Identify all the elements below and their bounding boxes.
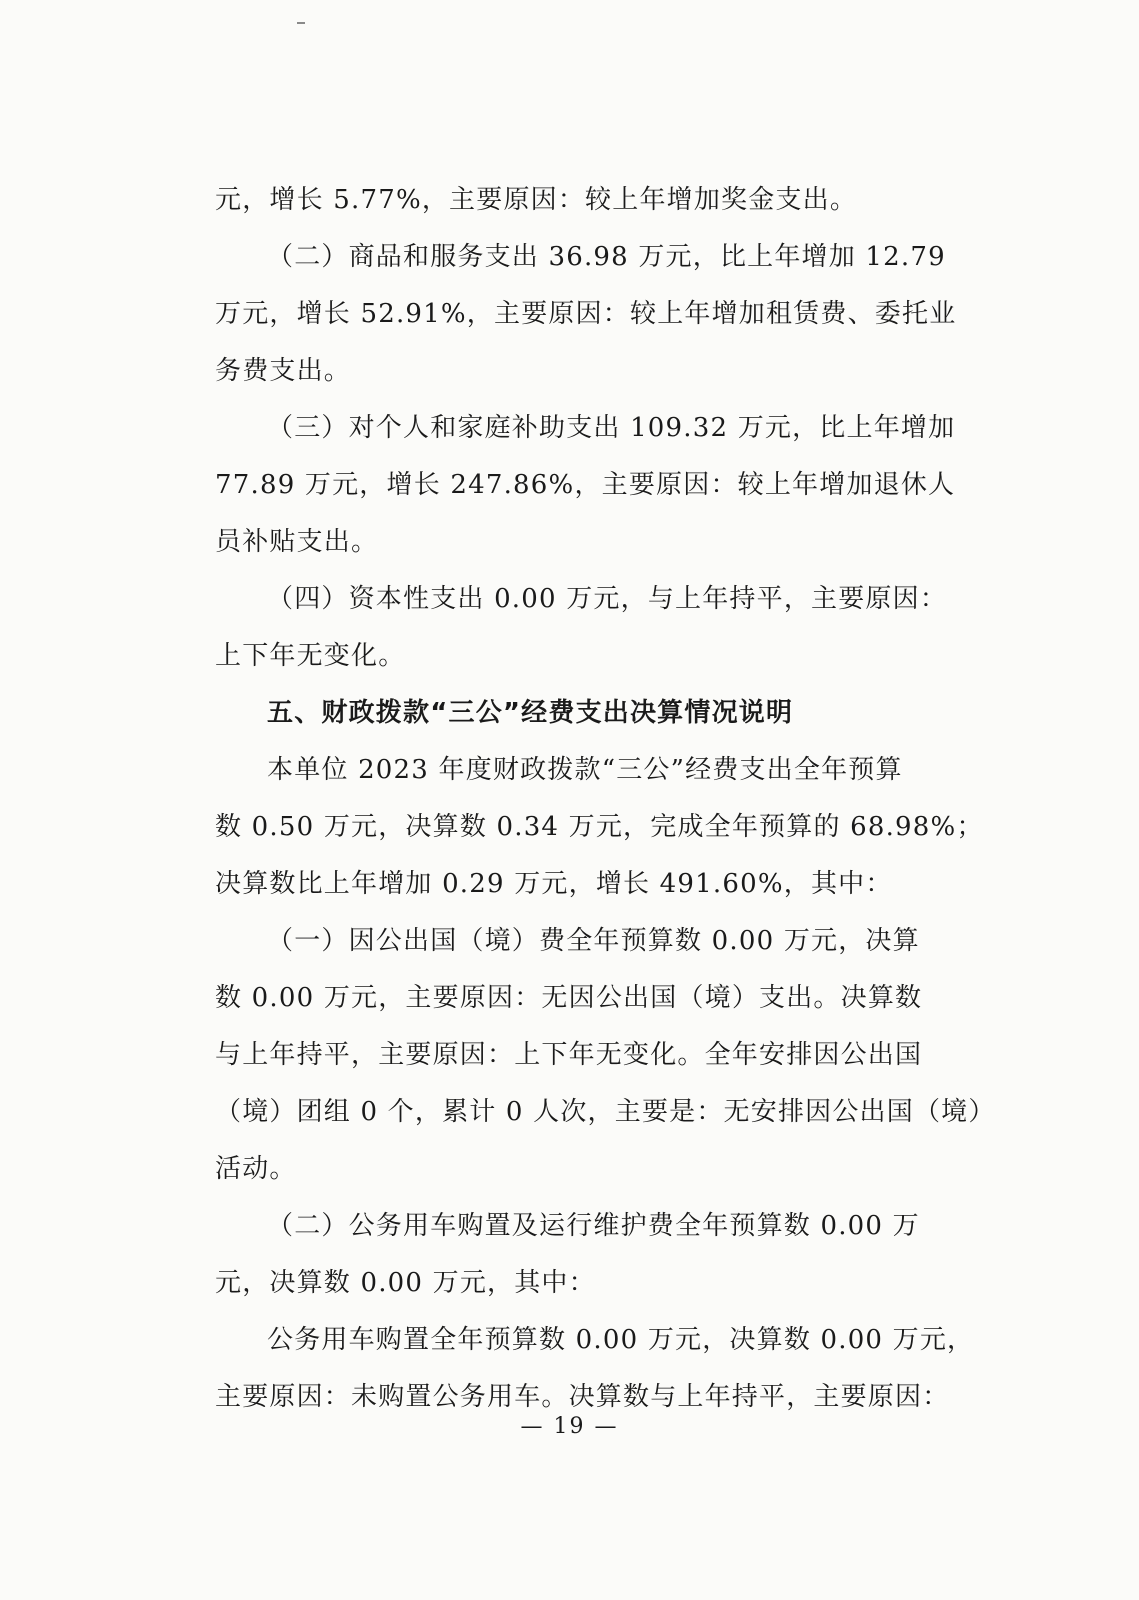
text-line: 万元，增长 52.91%，主要原因：较上年增加租赁费、委托业 [215, 299, 957, 329]
text-line: 77.89 万元，增长 247.86%，主要原因：较上年增加退休人 [215, 470, 956, 500]
body-text [215, 172, 996, 1426]
text-line: （二）商品和服务支出 36.98 万元，比上年增加 12.79 [267, 242, 946, 272]
text-line: （三）对个人和家庭补助支出 109.32 万元，比上年增加 [267, 413, 956, 443]
text-line: 决算数比上年增加 0.29 万元，增长 491.60%，其中： [215, 869, 893, 899]
text-line: （一）因公出国（境）费全年预算数 0.00 万元，决算 [267, 926, 920, 956]
text-line: 元，决算数 0.00 万元，其中： [215, 1268, 596, 1298]
text-line: 员补贴支出。 [215, 527, 379, 557]
text-line: 与上年持平，主要原因：上下年无变化。全年安排因公出国 [215, 1040, 923, 1070]
text-line: 数 0.00 万元，主要原因：无因公出国（境）支出。决算数 [215, 983, 923, 1013]
page-number: — 19 — [520, 1414, 619, 1439]
text-line: 本单位 2023 年度财政拨款“三公”经费支出全年预算 [267, 755, 903, 785]
text-line: 元，增长 5.77%，主要原因：较上年增加奖金支出。 [215, 185, 858, 215]
text-line: （二）公务用车购置及运行维护费全年预算数 0.00 万 [267, 1211, 920, 1241]
section-heading: 五、财政拨款“三公”经费支出决算情况说明 [267, 698, 794, 728]
text-line: 活动。 [215, 1154, 297, 1184]
text-line: （境）团组 0 个，累计 0 人次，主要是：无安排因公出国（境） [215, 1097, 996, 1127]
text-line: 务费支出。 [215, 356, 352, 386]
text-line: 公务用车购置全年预算数 0.00 万元，决算数 0.00 万元， [267, 1325, 975, 1355]
text-line: （四）资本性支出 0.00 万元，与上年持平，主要原因： [267, 584, 948, 614]
text-line: 主要原因：未购置公务用车。决算数与上年持平，主要原因： [215, 1382, 950, 1412]
scan-mark [297, 22, 305, 24]
text-line: 上下年无变化。 [215, 641, 406, 671]
text-line: 数 0.50 万元，决算数 0.34 万元，完成全年预算的 68.98%； [215, 812, 984, 842]
